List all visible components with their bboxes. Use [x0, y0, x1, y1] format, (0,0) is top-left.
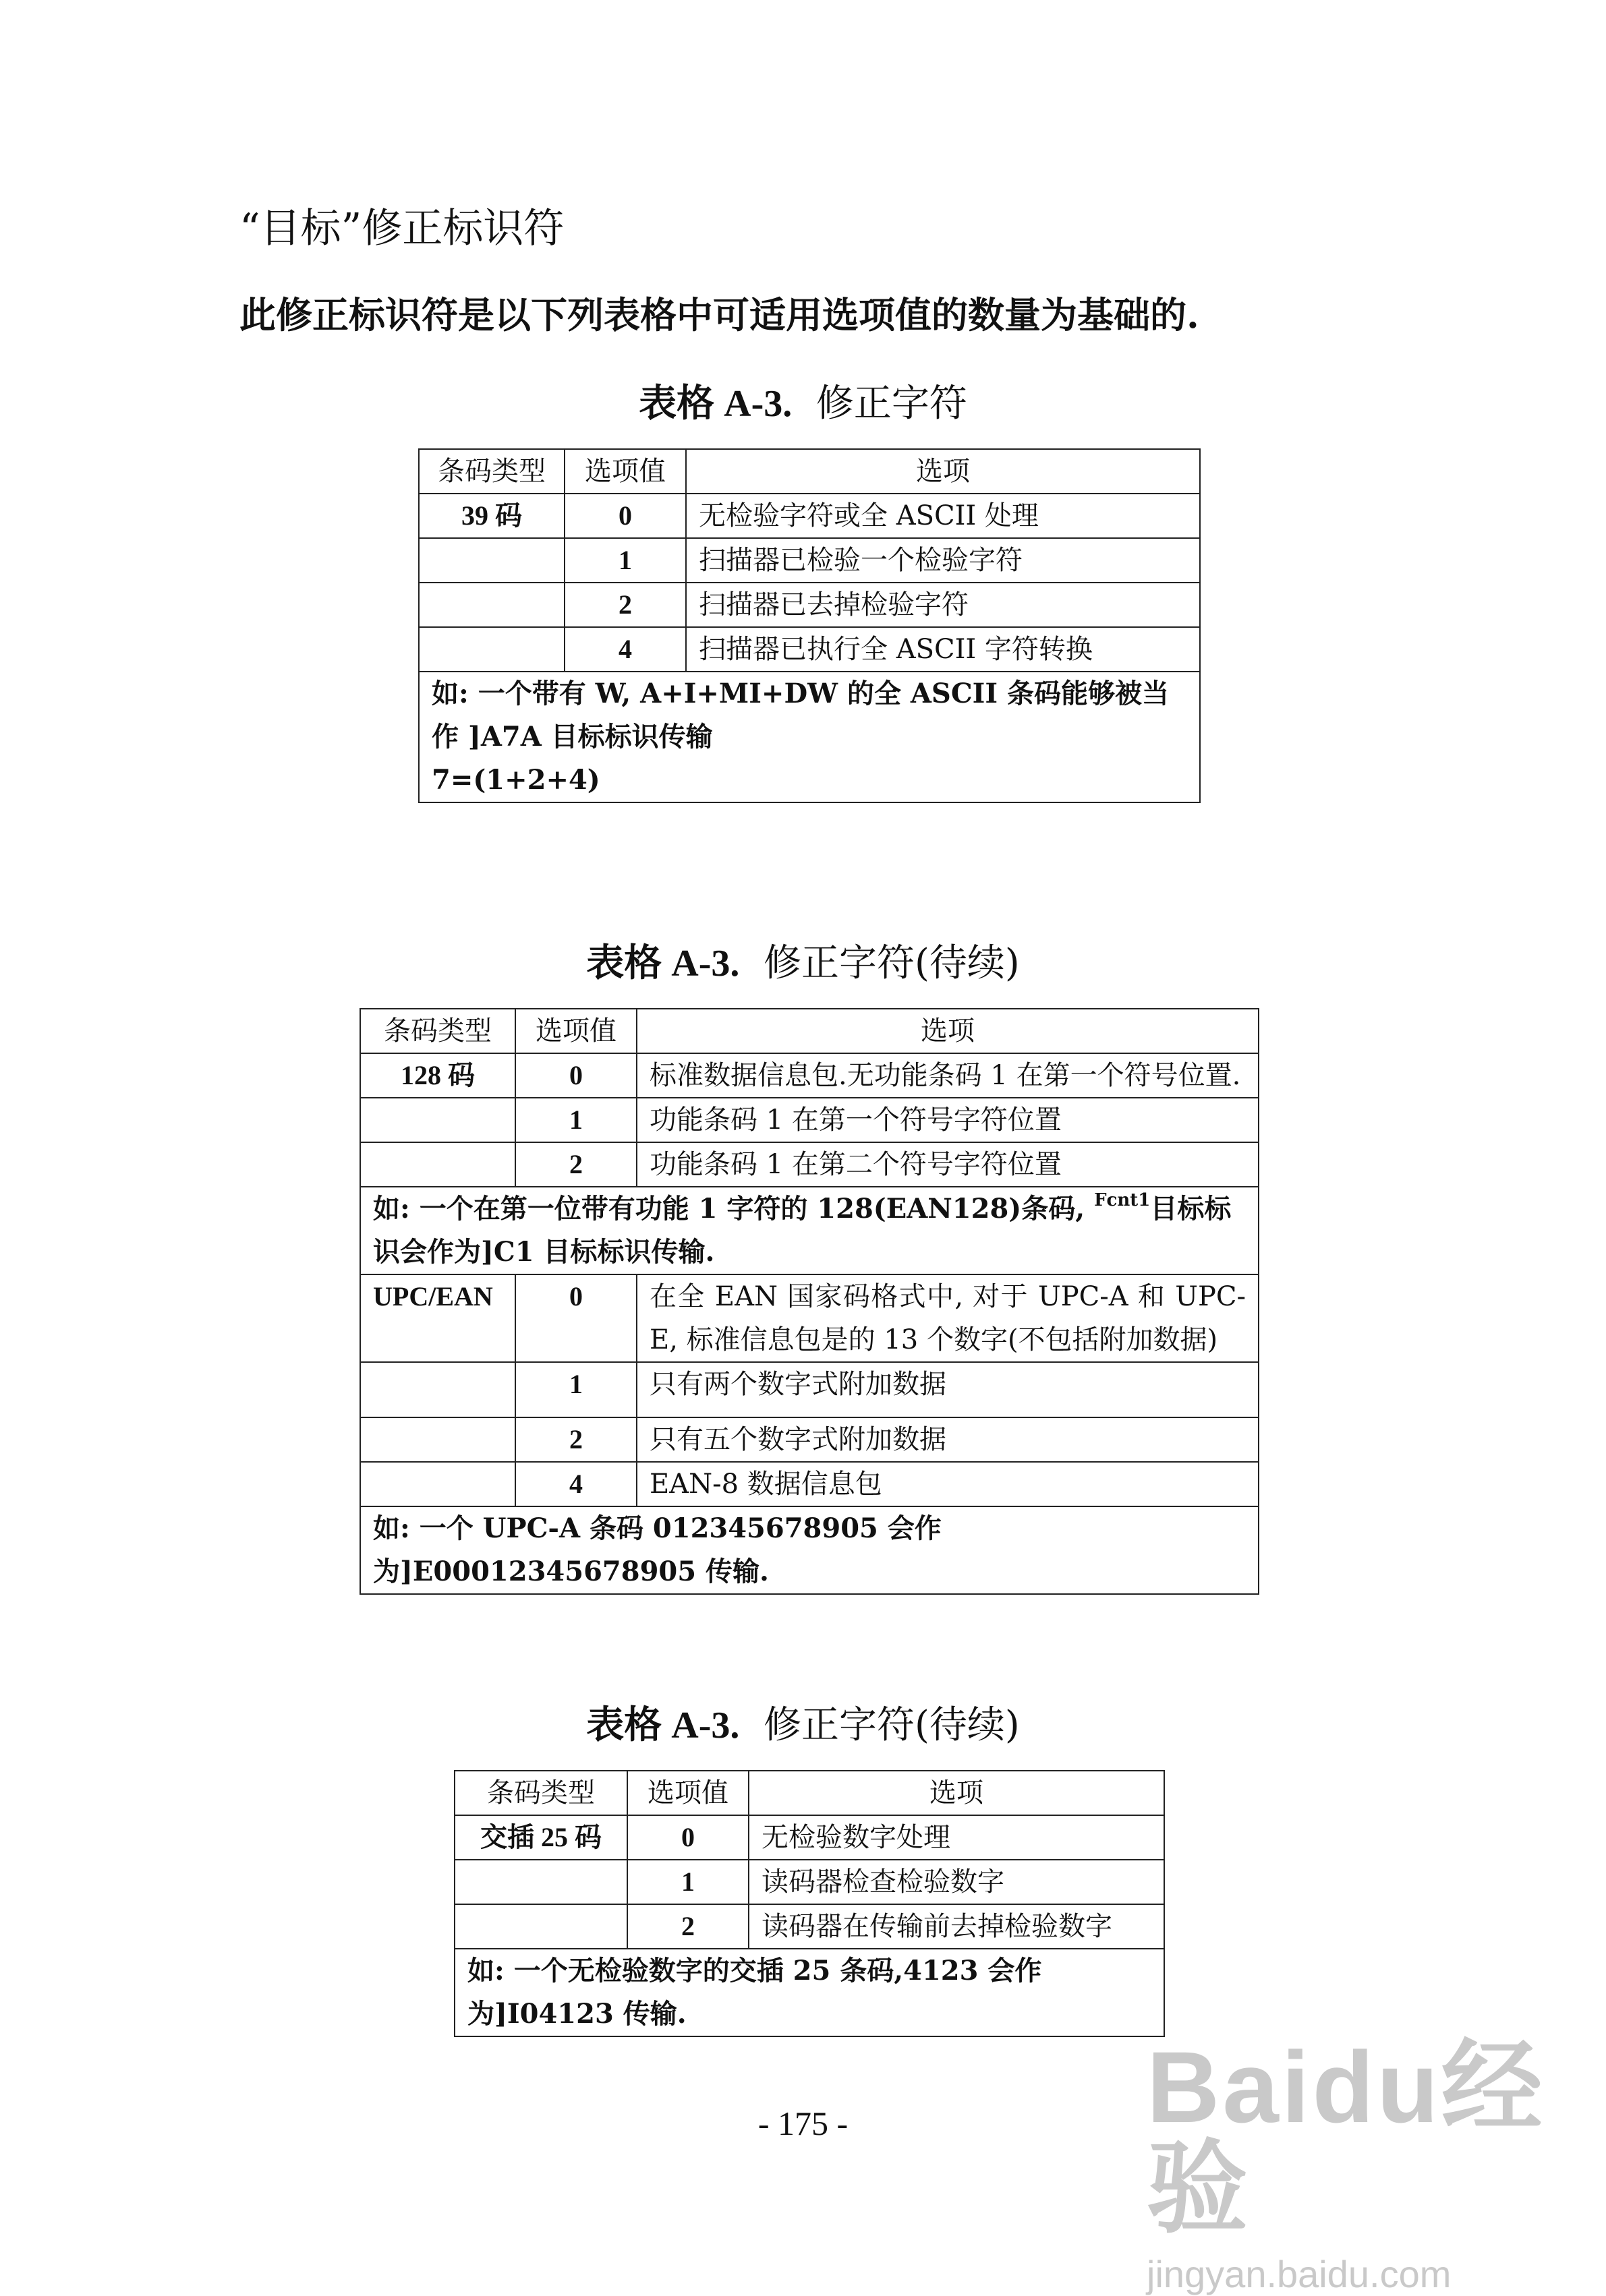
- table-row: [360, 1142, 1259, 1187]
- caption-label: 表格 A-3.: [586, 943, 740, 984]
- cell-option: 功能条码 1 在第二个符号字符位置: [637, 1142, 1259, 1187]
- header-barcode-type: 条码类型: [455, 1771, 627, 1815]
- caption-label: 表格 A-3.: [586, 1705, 740, 1746]
- note-text: 目标标识会作为]C1 目标标识传输.: [373, 1193, 1232, 1268]
- cell-value: 4: [515, 1462, 637, 1506]
- cell-option: 扫描器已去掉检验字符: [686, 583, 1200, 627]
- table-row: [419, 627, 1200, 672]
- cell-value: 2: [515, 1142, 637, 1187]
- cell-type: [360, 1098, 515, 1142]
- table-header-row: [455, 1771, 1164, 1815]
- cell-type: [360, 1362, 515, 1417]
- cell-value: 1: [515, 1362, 637, 1417]
- table-row: [360, 1098, 1259, 1142]
- cell-type: [360, 1142, 515, 1187]
- note-text: 如: 一个在第一位带有功能 1 字符的 128(EAN128)条码,: [373, 1193, 1085, 1225]
- watermark-logo: Baidu经验: [1147, 2030, 1545, 2245]
- table-header-row: [419, 449, 1200, 494]
- header-option: 选项: [686, 449, 1200, 494]
- cell-value: 4: [565, 627, 686, 672]
- cell-type: [455, 1904, 627, 1949]
- table-header-row: [360, 1009, 1259, 1053]
- note-superscript: Fcnt1: [1094, 1190, 1151, 1210]
- page-heading: “目标”修正标识符: [239, 205, 565, 252]
- cell-value: 0: [515, 1053, 637, 1098]
- cell-type: [419, 627, 565, 672]
- modifier-table-3: [454, 1770, 1165, 2037]
- cell-option: 标准数据信息包.无功能条码 1 在第一个符号位置.: [637, 1053, 1259, 1098]
- table-row: [419, 583, 1200, 627]
- note-line: 如: 一个带有 W, A+I+MI+DW 的全 ASCII 条码能够被当作 ]A7A 目标标识传输: [432, 678, 1170, 753]
- header-option: 选项: [637, 1009, 1259, 1053]
- cell-value: 0: [565, 494, 686, 538]
- table-note-row: [419, 672, 1200, 802]
- cell-value: 0: [515, 1274, 637, 1362]
- cell-value: 2: [627, 1904, 749, 1949]
- cell-option: 只有五个数字式附加数据: [637, 1417, 1259, 1462]
- header-option-value: 选项值: [565, 449, 686, 494]
- cell-option: 无检验字符或全 ASCII 处理: [686, 494, 1200, 538]
- table-row: [455, 1860, 1164, 1904]
- cell-type: 39 码: [419, 494, 565, 538]
- header-option: 选项: [749, 1771, 1164, 1815]
- modifier-table-2: [360, 1008, 1259, 1595]
- table-row: [455, 1815, 1164, 1860]
- modifier-table-1: [418, 448, 1201, 803]
- table-row: [455, 1904, 1164, 1949]
- table-caption-2: [0, 941, 1606, 987]
- table-note: 如: 一个无检验数字的交插 25 条码,4123 会作为]I04123 传输.: [455, 1949, 1164, 2036]
- table-row: [360, 1462, 1259, 1506]
- header-barcode-type: 条码类型: [360, 1009, 515, 1053]
- table-row: [360, 1274, 1259, 1362]
- note-line: 7=(1+2+4): [432, 764, 600, 796]
- header-option-value: 选项值: [515, 1009, 637, 1053]
- intro-paragraph: 此修正标识符是以下列表格中可适用选项值的数量为基础的.: [239, 293, 1199, 336]
- cell-type: [419, 583, 565, 627]
- cell-option: EAN-8 数据信息包: [637, 1462, 1259, 1506]
- baidu-watermark: [1147, 2030, 1578, 2295]
- cell-option: 扫描器已检验一个检验字符: [686, 538, 1200, 583]
- table-row: [360, 1417, 1259, 1462]
- caption-title: 修正字符: [815, 382, 967, 425]
- cell-type: [360, 1417, 515, 1462]
- table-row: [419, 538, 1200, 583]
- cell-option: 扫描器已执行全 ASCII 字符转换: [686, 627, 1200, 672]
- cell-type: 交插 25 码: [455, 1815, 627, 1860]
- table-note-row: [455, 1949, 1164, 2036]
- table-row: [419, 494, 1200, 538]
- cell-value: 2: [515, 1417, 637, 1462]
- table-note: 如: 一个 UPC-A 条码 012345678905 会作为]E00012345678905 传输.: [360, 1506, 1259, 1594]
- cell-type: [360, 1462, 515, 1506]
- table-row: [360, 1362, 1259, 1417]
- page-number: - 175 -: [757, 2104, 849, 2142]
- cell-value: 0: [627, 1815, 749, 1860]
- caption-title: 修正字符(待续): [764, 1703, 1020, 1747]
- cell-option: 读码器在传输前去掉检验数字: [749, 1904, 1164, 1949]
- cell-option: 功能条码 1 在第一个符号字符位置: [637, 1098, 1259, 1142]
- table-note-row: [360, 1187, 1259, 1274]
- table-note-row: [360, 1506, 1259, 1594]
- cell-value: 1: [515, 1098, 637, 1142]
- caption-label: 表格 A-3.: [639, 383, 793, 425]
- table-row: [360, 1053, 1259, 1098]
- table-note: [360, 1187, 1259, 1274]
- cell-value: 1: [565, 538, 686, 583]
- cell-type: [419, 538, 565, 583]
- table-caption-3: [0, 1703, 1606, 1748]
- watermark-url: jingyan.baidu.com: [1147, 2253, 1452, 2295]
- cell-option: 无检验数字处理: [749, 1815, 1164, 1860]
- cell-type: UPC/EAN: [360, 1274, 515, 1362]
- cell-option: 只有两个数字式附加数据: [637, 1362, 1259, 1417]
- cell-type: 128 码: [360, 1053, 515, 1098]
- cell-option: 读码器检查检验数字: [749, 1860, 1164, 1904]
- table-caption-1: [0, 381, 1606, 427]
- caption-title: 修正字符(待续): [764, 941, 1020, 985]
- header-barcode-type: 条码类型: [419, 449, 565, 494]
- cell-value: 2: [565, 583, 686, 627]
- table-note: [419, 672, 1200, 802]
- cell-option: 在全 EAN 国家码格式中, 对于 UPC-A 和 UPC-E, 标准信息包是的 13 个数字(不包括附加数据): [637, 1274, 1259, 1362]
- header-option-value: 选项值: [627, 1771, 749, 1815]
- cell-value: 1: [627, 1860, 749, 1904]
- cell-type: [455, 1860, 627, 1904]
